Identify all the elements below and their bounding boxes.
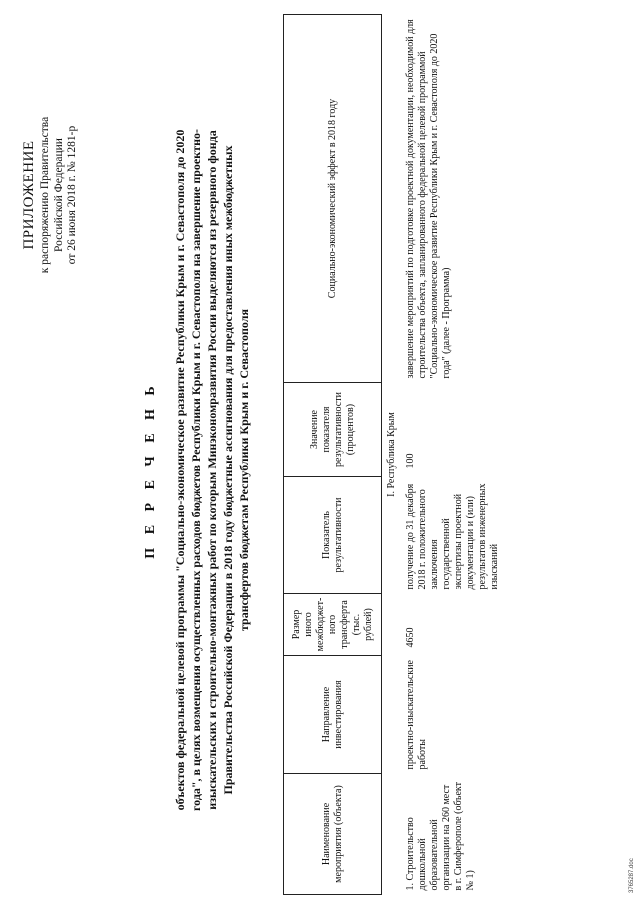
document-file-code: 3765287.doc	[629, 858, 635, 893]
header-social-economic-effect: Социально-экономический эффект в 2018 году	[284, 15, 382, 383]
cell-measure-name: 1. Строительство дошкольной образовательной организации на 260 мест в г. Симферополе (объект № 1)	[405, 782, 476, 891]
header-indicator-value: Значение показателя результативности (процентов)	[284, 383, 382, 477]
appendix-title: ПРИЛОЖЕНИЕ	[21, 140, 37, 250]
document-heading	[140, 120, 252, 820]
header-transfer-amount: Размер иного межбюджет-ного трансферта (тыс. рублей)	[284, 594, 382, 656]
appendix-line-2: Российской Федерации	[52, 138, 65, 252]
header-investment-direction: Направление инвестирования	[284, 656, 382, 774]
cell-indicator-value: 100	[405, 453, 416, 469]
cell-transfer-amount: 4650	[405, 627, 416, 648]
appendix-line-3: от 26 июня 2018 г. № 1281-р	[66, 125, 78, 265]
cell-performance-indicator: получение до 31 декабря 2018 г. положительного заключения государственной экспертизы проектной документации и (или) результатов инженерных изысканий	[405, 483, 500, 590]
table-row	[402, 15, 504, 895]
region-label: I. Республика Крым	[386, 412, 397, 497]
region-row	[382, 15, 403, 895]
heading-description: объектов федеральной целевой программы "Социально-экономическое развитие Республики Крым и г. Севастополя до 2020 года", в целях возмещения осуществленных расходов бюджетов Республики Крым и г. Севастополя на завершение проектно-изыскательских и строительно-монтажных работ по которым Минэкономразвития России выделяются из резервного фонда Правительства Российской Федерации в 2018 году бюджетные ассигнования для предоставления иных межбюджетных трансфертов бюджетам Республики Крым и г. Севастополя	[173, 129, 251, 811]
objects-table	[283, 14, 504, 895]
appendix-block	[20, 0, 80, 390]
cell-investment-direction: проектно-изыскательские работы	[405, 660, 428, 770]
header-measure-name: Наименование мероприятия (объекта)	[284, 774, 382, 895]
header-performance-indicator: Показатель результативности	[284, 477, 382, 594]
table-header-row	[284, 15, 382, 895]
heading-list-title: П Е Р Е Ч Е Н Ь	[143, 381, 158, 559]
cell-social-economic-effect: завершение мероприятий по подготовке проектной документации, необходимой для строительства объекта, запланированного федеральной целевой программой "Социально-экономическое развитие Республики Крым и г. Севастополя до 2020 года" (далее - Программа)	[405, 19, 452, 379]
appendix-line-1: к распоряжению Правительства	[39, 116, 51, 274]
